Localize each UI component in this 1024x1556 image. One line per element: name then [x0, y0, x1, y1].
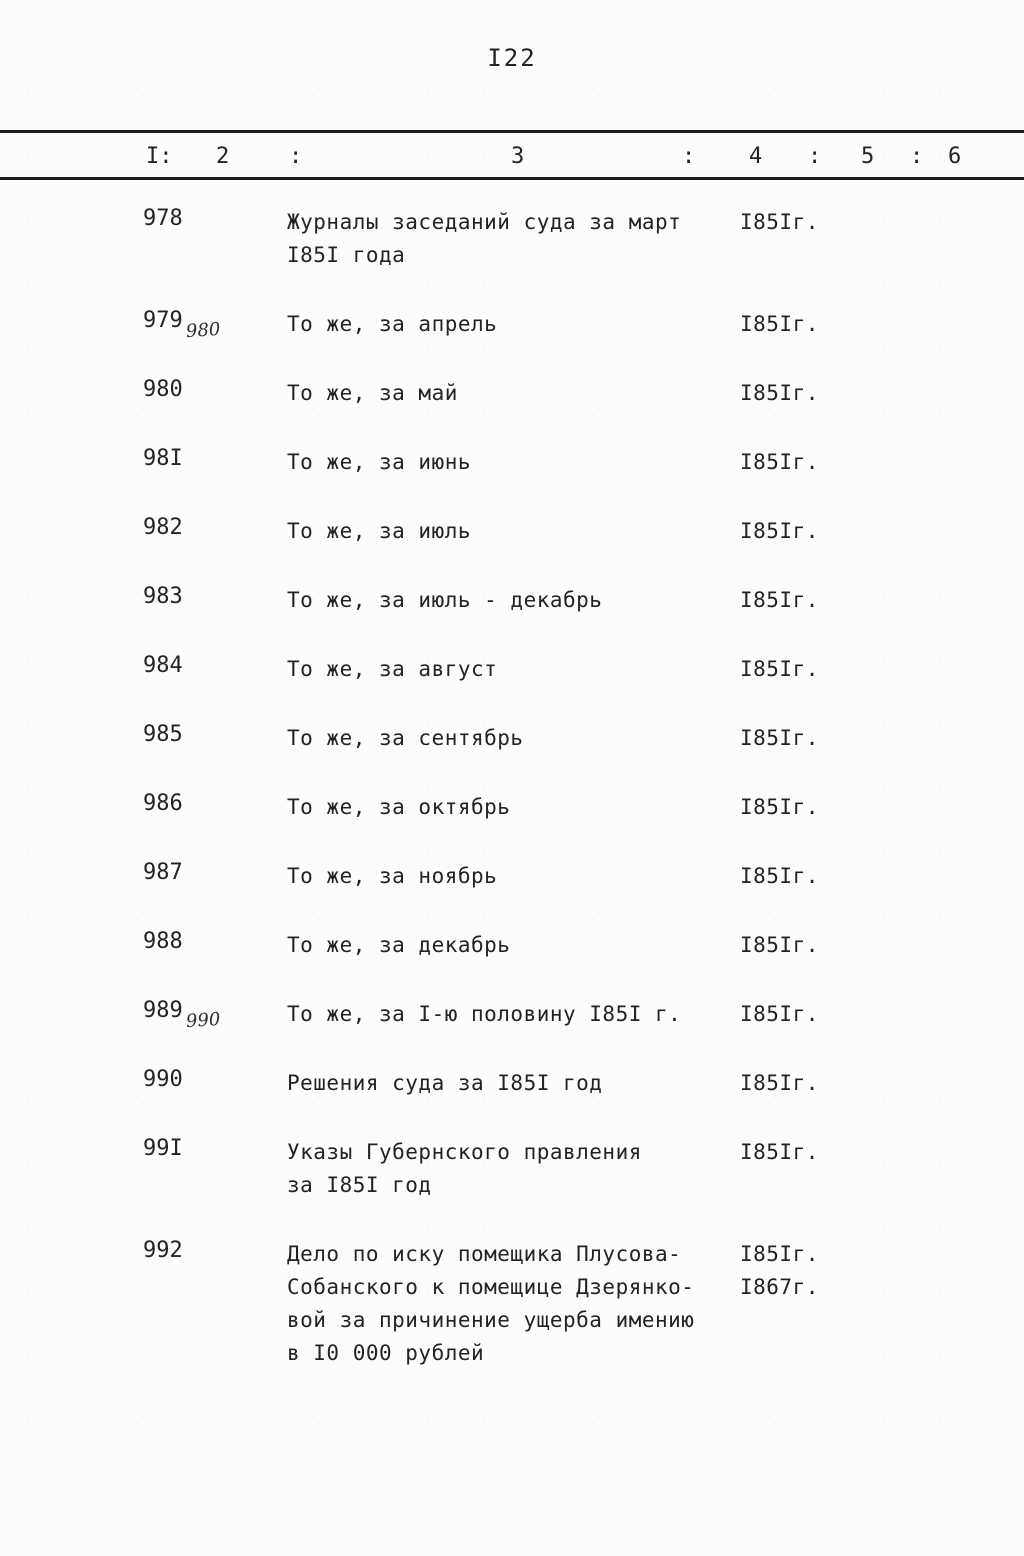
column-label-2: 2	[216, 144, 230, 169]
row-description	[287, 653, 757, 686]
description-line: Дело по иску помещика Плусова-	[287, 1242, 682, 1266]
description-line: То же, за июнь	[287, 450, 472, 474]
column-separator: :	[682, 144, 696, 169]
date-entry: I85Iг.	[740, 1002, 819, 1026]
row-number: 980	[143, 377, 183, 402]
column-label-3: 3	[511, 144, 525, 169]
date-entry: I85Iг.	[740, 1242, 819, 1266]
row-description	[287, 584, 757, 617]
table-row	[0, 929, 1024, 962]
row-description	[287, 1067, 757, 1100]
date-entry: I85Iг.	[740, 864, 819, 888]
column-separator: :	[910, 144, 924, 169]
description-line: вой за причинение ущерба имению	[287, 1308, 695, 1332]
table-row	[0, 446, 1024, 479]
date-entry: I867г.	[740, 1275, 819, 1299]
row-dates	[740, 1067, 819, 1100]
row-description	[287, 1136, 757, 1202]
description-line: Решения суда за I85I год	[287, 1071, 603, 1095]
description-line: То же, за июль - декабрь	[287, 588, 603, 612]
row-note-handwritten: 990	[185, 1008, 221, 1033]
description-line: То же, за июль	[287, 519, 472, 543]
row-dates	[740, 377, 819, 410]
table-row	[0, 860, 1024, 893]
row-number: 988	[143, 929, 183, 954]
date-entry: I85Iг.	[740, 519, 819, 543]
row-dates	[740, 446, 819, 479]
description-line: То же, за ноябрь	[287, 864, 498, 888]
table-row	[0, 722, 1024, 755]
description-line: То же, за май	[287, 381, 458, 405]
row-dates	[740, 308, 819, 341]
row-number: 983	[143, 584, 183, 609]
rows-container	[0, 206, 1024, 1406]
column-separator: :	[808, 144, 822, 169]
description-line: Собанского к помещице Дзерянко-	[287, 1275, 695, 1299]
table-row	[0, 1238, 1024, 1370]
table-row	[0, 998, 1024, 1031]
row-dates	[740, 1238, 819, 1304]
row-number: 986	[143, 791, 183, 816]
row-dates	[740, 206, 819, 239]
row-description	[287, 1238, 757, 1370]
date-entry: I85Iг.	[740, 933, 819, 957]
row-dates	[740, 860, 819, 893]
row-description	[287, 998, 757, 1031]
description-line: Журналы заседаний суда за март	[287, 210, 682, 234]
row-description	[287, 308, 757, 341]
row-dates	[740, 584, 819, 617]
row-dates	[740, 791, 819, 824]
row-description	[287, 929, 757, 962]
description-line: То же, за октябрь	[287, 795, 511, 819]
table-row	[0, 515, 1024, 548]
description-line: То же, за I-ю половину I85I г.	[287, 1002, 682, 1026]
date-entry: I85Iг.	[740, 657, 819, 681]
column-separator: :	[289, 144, 303, 169]
row-description	[287, 515, 757, 548]
row-dates	[740, 722, 819, 755]
row-dates	[740, 653, 819, 686]
table-header	[0, 130, 1024, 180]
date-entry: I85Iг.	[740, 381, 819, 405]
date-entry: I85Iг.	[740, 1071, 819, 1095]
table-row	[0, 1067, 1024, 1100]
row-number: 978	[143, 206, 183, 231]
date-entry: I85Iг.	[740, 588, 819, 612]
date-entry: I85Iг.	[740, 312, 819, 336]
column-label-1: I:	[146, 144, 173, 169]
row-number: 979 980	[143, 308, 221, 343]
column-label-6: 6	[948, 144, 962, 169]
date-entry: I85Iг.	[740, 726, 819, 750]
date-entry: I85Iг.	[740, 1140, 819, 1164]
description-line: То же, за апрель	[287, 312, 498, 336]
column-label-4: 4	[749, 144, 763, 169]
table-row	[0, 206, 1024, 272]
row-number: 989 990	[143, 998, 221, 1033]
description-line: за I85I год	[287, 1173, 432, 1197]
table-row	[0, 377, 1024, 410]
row-description	[287, 377, 757, 410]
row-dates	[740, 515, 819, 548]
description-line: Указы Губернского правления	[287, 1140, 642, 1164]
row-note-handwritten: 980	[185, 318, 221, 343]
row-number: 985	[143, 722, 183, 747]
table-row	[0, 1136, 1024, 1202]
row-number: 992	[143, 1238, 183, 1263]
description-line: в I0 000 рублей	[287, 1341, 485, 1365]
date-entry: I85Iг.	[740, 795, 819, 819]
row-number: 987	[143, 860, 183, 885]
row-number: 982	[143, 515, 183, 540]
row-dates	[740, 998, 819, 1031]
description-line: То же, за август	[287, 657, 498, 681]
description-line: То же, за декабрь	[287, 933, 511, 957]
column-label-5: 5	[861, 144, 875, 169]
table-row	[0, 791, 1024, 824]
date-entry: I85Iг.	[740, 210, 819, 234]
description-line: То же, за сентябрь	[287, 726, 524, 750]
row-number: 99I	[143, 1136, 183, 1161]
row-description	[287, 860, 757, 893]
row-description	[287, 791, 757, 824]
row-dates	[740, 1136, 819, 1169]
table-row	[0, 308, 1024, 341]
date-entry: I85Iг.	[740, 450, 819, 474]
table-row	[0, 584, 1024, 617]
row-number: 990	[143, 1067, 183, 1092]
row-description	[287, 446, 757, 479]
row-dates	[740, 929, 819, 962]
row-number: 98I	[143, 446, 183, 471]
row-description	[287, 722, 757, 755]
page-number: I22	[487, 44, 537, 72]
row-description	[287, 206, 757, 272]
description-line: I85I года	[287, 243, 406, 267]
row-number: 984	[143, 653, 183, 678]
table-row	[0, 653, 1024, 686]
